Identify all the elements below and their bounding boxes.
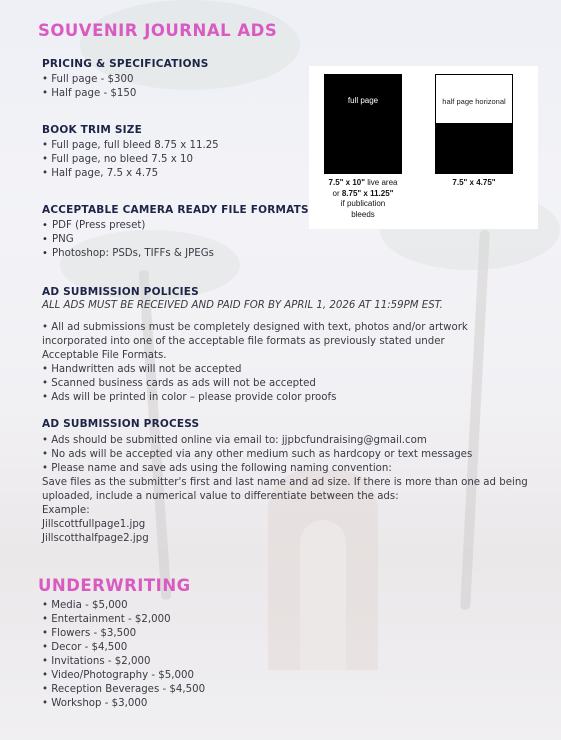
half-page-graphic [435, 74, 513, 174]
process-line: uploaded, include a numerical value to differentiate between the ads: [42, 491, 399, 502]
trim-item: • Full page, no bleed 7.5 x 10 [42, 154, 193, 165]
pricing-item: • Full page - $300 [42, 74, 134, 85]
underwriting-item: • Flowers - $3,500 [42, 628, 137, 639]
underwriting-item: • Decor - $4,500 [42, 642, 128, 653]
full-page-graphic [324, 74, 402, 174]
palm-trunk [460, 230, 490, 610]
process-line: Jillscottfullpage1.jpg [42, 519, 146, 530]
full-dimension: 7.5" x 10" [328, 178, 366, 187]
policy-line: • Handwritten ads will not be accepted [42, 364, 242, 375]
bleed-dimension: 8.75" x 11.25" [341, 188, 394, 198]
underwriting-item: • Video/Photography - $5,000 [42, 670, 194, 681]
formats-heading: ACCEPTABLE CAMERA READY FILE FORMATS [42, 204, 309, 216]
policy-line: • Ads will be printed in color – please provide color proofs [42, 392, 337, 403]
full-page-label: full page [347, 96, 379, 105]
policy-line: Acceptable File Formats. [42, 350, 167, 361]
half-page-caption [429, 178, 519, 189]
ad-size-diagram [309, 66, 538, 229]
half-dimension: 7.5" x 4.75" [452, 178, 496, 187]
process-line: • Please name and save ads using the following naming convention: [42, 463, 392, 474]
half-page-label: half page horizonal [442, 97, 506, 106]
bullet-icon: • [42, 234, 48, 245]
archway-opening [300, 520, 346, 670]
trim-item: • Full page, full bleed 8.75 x 11.25 [42, 140, 219, 151]
bullet-icon: • [42, 220, 48, 231]
policy-line: incorporated into one of the acceptable file formats as previously stated under [42, 336, 445, 347]
or-text: or [332, 188, 342, 198]
trim-item: • Half page, 7.5 x 4.75 [42, 168, 159, 179]
process-line: Save files as the submitter's first and last name and ad size. If there is more than one ad being [42, 477, 528, 488]
deadline-notice: ALL ADS MUST BE RECEIVED AND PAID FOR BY APRIL 1, 2026 AT 11:59PM EST. [42, 300, 443, 311]
underwriting-item: • Media - $5,000 [42, 600, 128, 611]
process-line: Jillscotthalfpage2.jpg [42, 533, 149, 544]
trim-heading: BOOK TRIM SIZE [42, 124, 142, 136]
format-item: Photoshop: PSDs, TIFFs & JPEGs [52, 248, 214, 259]
policy-line: • All ad submissions must be completely designed with text, photos and/or artwork [42, 322, 468, 333]
process-line: • No ads will be accepted via any other medium such as hardcopy or text messages [42, 449, 473, 460]
full-page-caption [313, 178, 413, 220]
policy-line: • Scanned business cards as ads will not be accepted [42, 378, 316, 389]
bleed-note: if publication [340, 199, 386, 208]
pricing-heading: PRICING & SPECIFICATIONS [42, 58, 209, 70]
underwriting-item: • Reception Beverages - $4,500 [42, 684, 206, 695]
bullet-icon: • [42, 248, 48, 259]
policies-heading: AD SUBMISSION POLICIES [42, 286, 199, 298]
process-line: • Ads should be submitted online via email to: jjpbcfundraising@gmail.com [42, 435, 427, 446]
bleed-note-2: bleeds [351, 209, 375, 219]
page-title: SOUVENIR JOURNAL ADS [38, 21, 278, 40]
underwriting-item: • Workshop - $3,000 [42, 698, 148, 709]
format-item: PNG [52, 234, 74, 245]
pricing-item: • Half page - $150 [42, 88, 137, 99]
underwriting-item: • Entertainment - $2,000 [42, 614, 171, 625]
half-page-fill [436, 123, 512, 173]
process-line: Example: [42, 505, 90, 516]
process-heading: AD SUBMISSION PROCESS [42, 418, 200, 430]
underwriting-title: UNDERWRITING [38, 576, 191, 595]
live-area-text: live area [365, 178, 398, 187]
format-item: PDF (Press preset) [52, 220, 146, 231]
underwriting-item: • Invitations - $2,000 [42, 656, 151, 667]
